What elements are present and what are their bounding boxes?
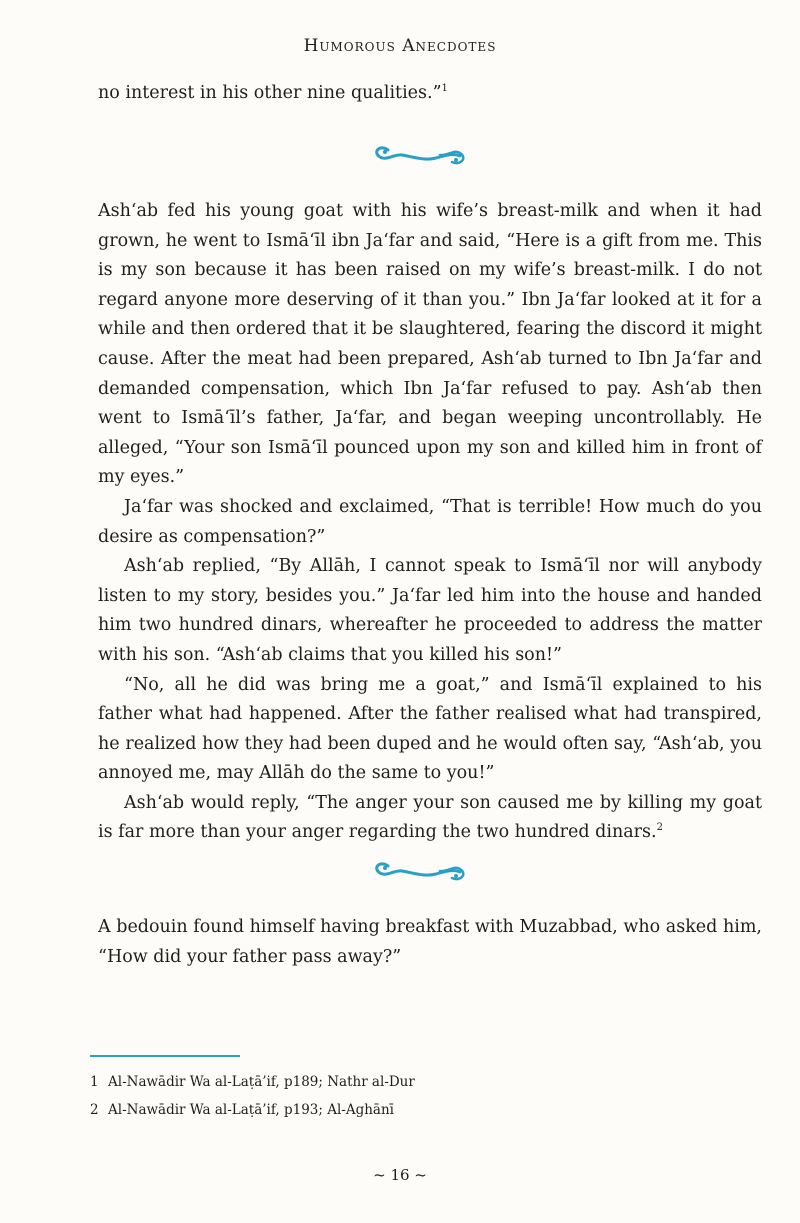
paragraph (98, 789, 762, 848)
footnote-divider (90, 1055, 240, 1057)
section-0 (98, 79, 762, 109)
paragraph (98, 79, 762, 109)
paragraph-text: Ash‘ab would reply, “The anger your son caused me by killing my goat is far more than your anger regarding the two hundred dinars. (98, 792, 762, 843)
paragraph: Ash‘ab fed his young goat with his wife’s breast-milk and when it had grown, he went to Ismā‘īl ibn Ja‘far and said, “Here is a gift from me. This is my son because it has been raised on my wife’s breast-milk. I do not regard anyone more deserving of it than you.” Ibn Ja‘far looked at it for a while and then ordered that it be slaughtered, fearing the discord it might cause. After the meat had been prepared, Ash‘ab turned to Ibn Ja‘far and demanded compensation, which Ibn Ja‘far refused to pay. Ash‘ab then went to Ismā‘īl’s father, Ja‘far, and began weeping uncontrollably. He alleged, “Your son Ismā‘īl pounced upon my son and killed him in front of my eyes.” (98, 201, 762, 488)
footnote-ref[interactable]: 1 (441, 83, 448, 95)
footnote (90, 1068, 750, 1096)
footnote-number: 1 (90, 1074, 99, 1090)
scroll-ornament-icon (370, 142, 470, 168)
footnote-ref[interactable]: 2 (656, 822, 663, 834)
running-header: Humorous Anecdotes (303, 36, 497, 56)
footnote (90, 1096, 750, 1124)
paragraph: “No, all he did was bring me a goat,” and Ismā‘īl explained to his father what had happened. After the father realised what had transpired, he realized how they had been duped and he would often say, “Ash‘ab, you annoyed me, may Allāh do the same to you!” (98, 674, 762, 784)
footnotes (90, 1068, 750, 1124)
footnote-text: Al-Nawādir Wa al-Laṭā’if, p193; Al-Aghānī (108, 1102, 394, 1118)
section-1 (98, 197, 762, 848)
footnote-number: 2 (90, 1102, 99, 1118)
paragraph-text: no interest in his other nine qualities.” (98, 83, 442, 103)
footnote-text: Al-Nawādir Wa al-Laṭā’if, p189; Nathr al-Dur (108, 1074, 415, 1090)
section-2 (98, 913, 762, 972)
page-number: ~ 16 ~ (373, 1166, 427, 1184)
paragraph: Ash‘ab replied, “By Allāh, I cannot speak to Ismā‘īl nor will anybody listen to my story, besides you.” Ja‘far led him into the house and handed him two hundred dinars, whereafter he proceeded to address the matter with his son. “Ash‘ab claims that you killed his son!” (98, 556, 762, 665)
paragraph: A bedouin found himself having breakfast with Muzabbad, who asked him, “How did your father pass away?” (98, 917, 762, 967)
paragraph: Ja‘far was shocked and exclaimed, “That is terrible! How much do you desire as compensation?” (98, 496, 762, 547)
scroll-ornament-icon (370, 858, 470, 884)
